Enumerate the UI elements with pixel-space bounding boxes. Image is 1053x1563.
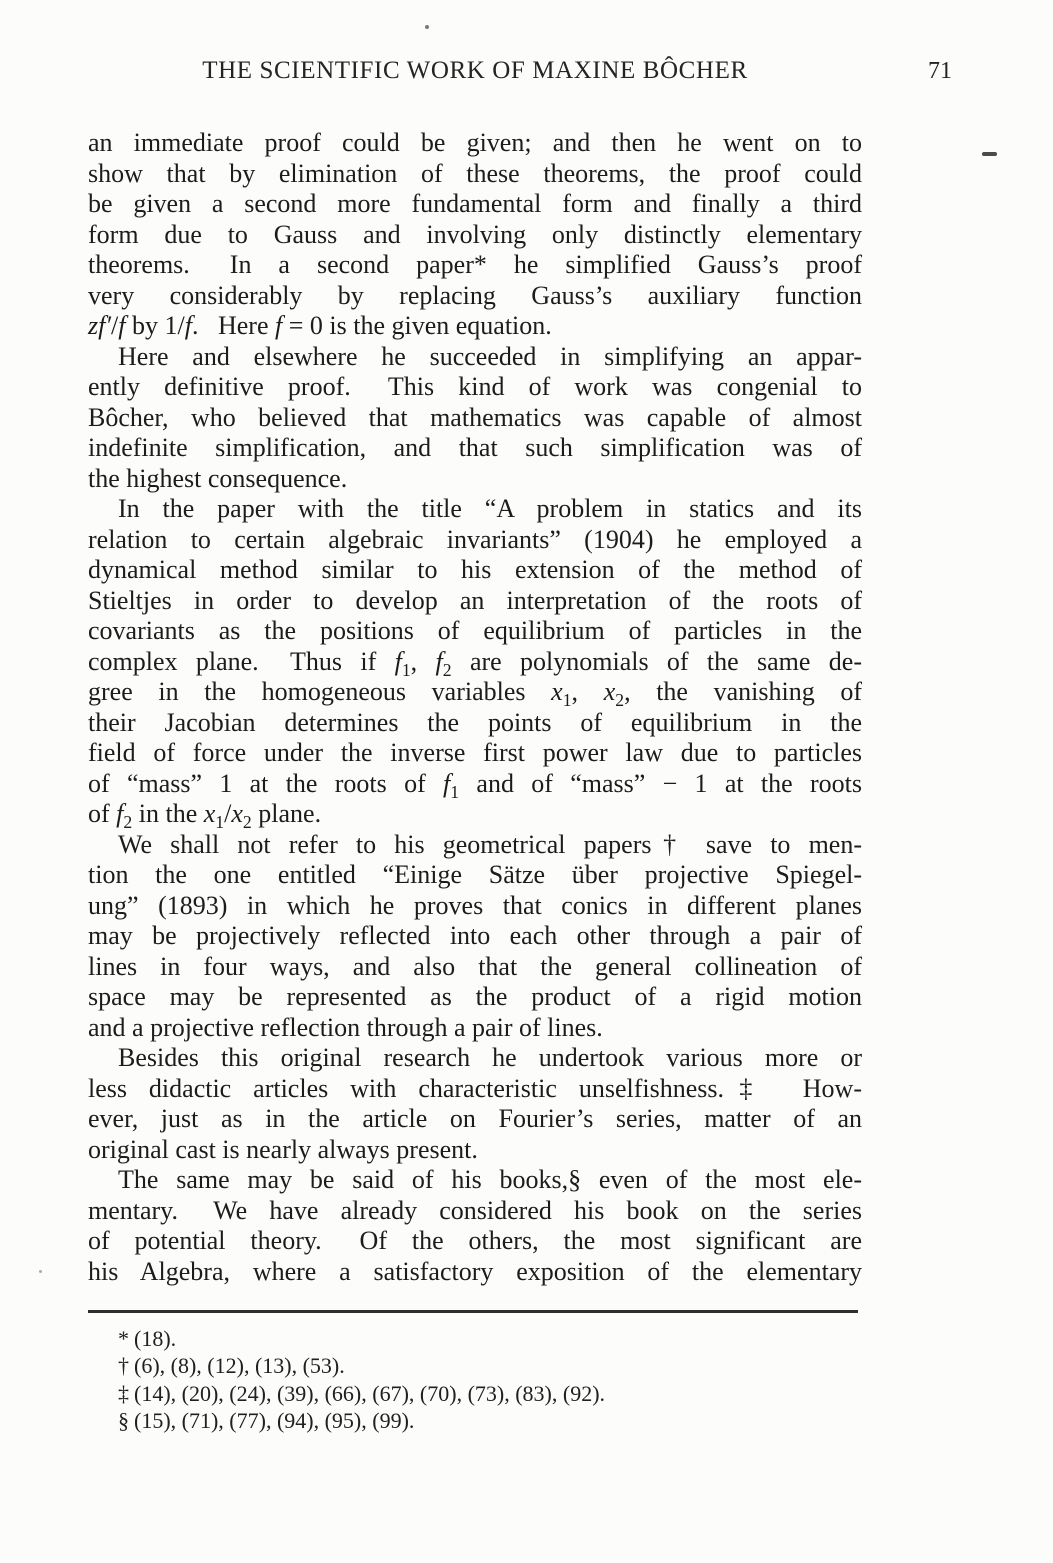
footnote-text: (14), (20), (24), (39), (66), (67), (70), (73), (83), (92). — [134, 1380, 606, 1406]
footnote-symbol: * — [118, 1326, 129, 1351]
text-line: complex plane. Thus if $f_1$, $f_2$ are polynomials of the same de- — [88, 646, 862, 680]
text-line: form due to Gauss and involving only distinctly elementary — [88, 219, 862, 249]
scan-speck — [425, 25, 429, 29]
footnotes — [118, 1325, 862, 1435]
text-line: an immediate proof could be given; and then he went on to — [88, 128, 862, 157]
text-line: their Jacobian determines the points of equilibrium in the — [88, 707, 862, 737]
text-line: space may be represented as the product of a rigid motion — [88, 982, 862, 1011]
text-line: zf′/f by 1/f. Here f = 0 is the given equation. — [88, 311, 552, 340]
text-line: may be projectively reflected into each other through a pair of — [88, 921, 862, 950]
text-line: his Algebra, where a satisfactory exposition of the elementary — [88, 1256, 862, 1286]
text-line: and a projective reflection through a pair of lines. — [88, 1012, 603, 1042]
footnote-text: (6), (8), (12), (13), (53). — [134, 1353, 345, 1379]
text-line: very considerably by replacing Gauss’s auxiliary function — [88, 280, 862, 310]
text-line: Besides this original research he undertook various more or — [118, 1043, 862, 1072]
text-line: of “mass” 1 at the roots of $f_1$ and of “mass” − 1 at the roots — [88, 768, 862, 802]
footnote — [118, 1380, 862, 1407]
text-line: We shall not refer to his geometrical papers† save to men- — [118, 829, 862, 859]
footnote-symbol: § — [118, 1408, 129, 1434]
text-line: dynamical method similar to his extension of the method of — [88, 555, 862, 584]
text-line: indefinite simplification, and that such simplification was of — [88, 433, 862, 462]
text-line: lines in four ways, and also that the general collineation of — [88, 951, 862, 981]
text-line: mentary. We have already considered his book on the series — [88, 1195, 862, 1225]
text-line: original cast is nearly always present. — [88, 1134, 478, 1164]
text-line: ently definitive proof. This kind of work was congenial to — [88, 372, 862, 401]
scan-speck — [39, 1270, 42, 1273]
text-line: show that by elimination of these theorems, the proof could — [88, 158, 862, 188]
running-head-title: THE SCIENTIFIC WORK OF MAXINE BÔCHER — [202, 57, 748, 84]
text-line: theorems. In a second paper* he simplified Gauss’s proof — [88, 250, 862, 279]
text-line: covariants as the positions of equilibrium of particles in the — [88, 616, 862, 645]
paragraph — [88, 1043, 862, 1165]
text-line: gree in the homogeneous variables $x_1$, $x_2$, the vanishing of — [88, 677, 863, 711]
paragraph — [88, 830, 862, 1044]
text-line: Stieltjes in order to develop an interpretation of the roots of — [88, 585, 862, 615]
text-line: The same may be said of his books,§ even of the most ele- — [118, 1165, 862, 1194]
text-line: less didactic articles with characteristic unselfishness.‡ How- — [88, 1073, 862, 1103]
text-line: Here and elsewhere he succeeded in simplifying an appar- — [118, 341, 862, 371]
footnote-text: (18). — [134, 1326, 177, 1351]
footnote — [118, 1352, 862, 1379]
text-line: ever, just as in the article on Fourier’s series, matter of an — [88, 1104, 862, 1133]
text-line: tion the one entitled “Einige Sätze über projective Spiegel- — [88, 860, 862, 889]
text-line: of $f_2$ in the $x_1/x_2$ plane. — [88, 799, 322, 833]
text-line: Bôcher, who believed that mathematics was capable of almost — [88, 402, 862, 432]
paragraph — [88, 128, 862, 342]
text-line: the highest consequence. — [88, 463, 348, 493]
footnote — [118, 1407, 862, 1434]
paragraph — [88, 494, 863, 833]
text-line: ung” (1893) in which he proves that conics in different planes — [88, 890, 862, 920]
text-line: be given a second more fundamental form and finally a third — [88, 189, 862, 218]
text-line: of potential theory. Of the others, the most significant are — [88, 1226, 862, 1255]
footnote — [118, 1325, 862, 1352]
text-line: field of force under the inverse first power law due to particles — [88, 738, 862, 767]
margin-pencil-dash — [982, 152, 997, 156]
footnote-rule — [88, 1310, 858, 1313]
body-text — [88, 128, 862, 1287]
page-number: 71 — [928, 58, 952, 84]
text-line: In the paper with the title “A problem in statics and its — [118, 494, 862, 523]
paragraph — [88, 1165, 862, 1287]
text-line: relation to certain algebraic invariants” (1904) he employed a — [88, 524, 862, 554]
footnote-text: (15), (71), (77), (94), (95), (99). — [134, 1408, 415, 1434]
footnote-symbol: ‡ — [118, 1380, 129, 1406]
footnote-symbol: † — [118, 1353, 129, 1379]
paragraph — [88, 342, 862, 495]
